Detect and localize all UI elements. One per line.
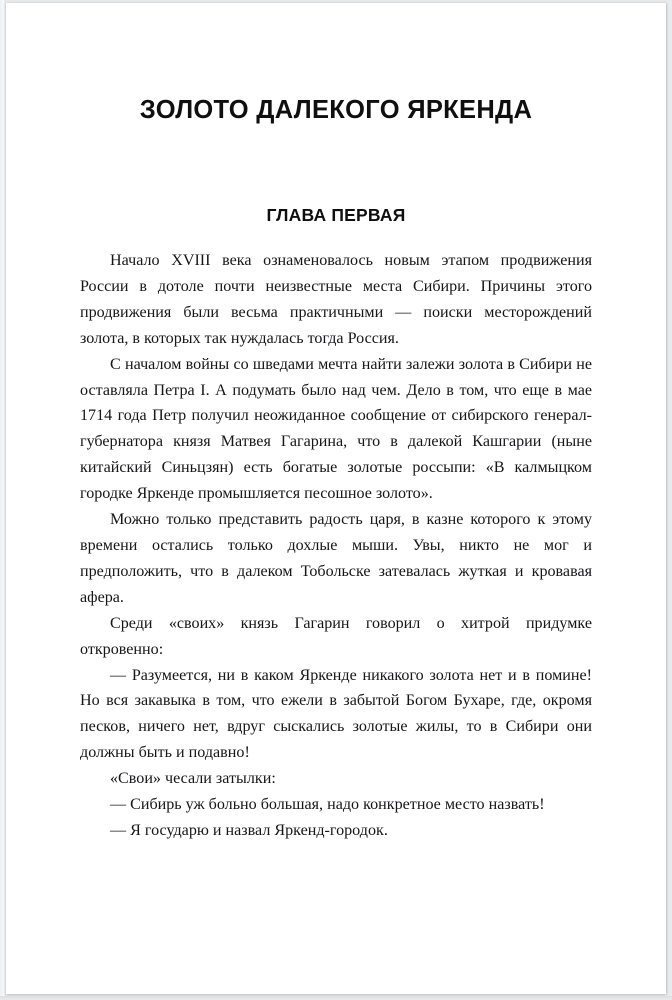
paragraph-dialogue: — Разумеется, ни в каком Яркенде никакого золота нет и в помине! Но вся закавыка в том, что ежели в забытой Богом Бухаре, где, окромя песков, ничего нет, вдруг сыскались золотые жилы, то в Сибири они должны быть и подавно! bbox=[80, 666, 592, 762]
paragraph: Среди «своих» князь Гагарин говорил о хитрой придумке откровенно: bbox=[80, 614, 592, 658]
paragraph-dialogue: — Я государю и назвал Яркенд-городок. bbox=[110, 821, 388, 839]
book-page-sheet bbox=[6, 3, 666, 994]
paragraph: «Свои» чесали затылки: bbox=[110, 770, 276, 788]
paragraph: Начало XVIII века ознаменовалось новым этапом продвижения России в дотоле почти неизвестные места Сибири. Причины этого продвижения были весьма практичными — поиски месторождений золота, в которых так нуждалась тогда Россия. bbox=[80, 252, 592, 347]
paragraph: С началом войны со шведами мечта найти залежи золота в Сибири не оставляла Петра I. А подумать было над чем. Дело в том, что еще в мае 1714 года Петр получил неожиданное сообщение от сибирского генерал-губернатора князя Матвея Гагарина, что в далекой Кашгарии (ныне китайский Синьцзян) есть богатые золотые россыпи: «В калмыцком городке Яркенде промышляется песошное золото». bbox=[80, 355, 592, 503]
page-content-column bbox=[80, 3, 592, 844]
page-title: ЗОЛОТО ДАЛЕКОГО ЯРКЕНДА bbox=[139, 96, 533, 124]
body-text-block bbox=[80, 226, 592, 844]
page-bottom-edge-shadow bbox=[0, 996, 672, 1000]
chapter-heading: ГЛАВА ПЕРВАЯ bbox=[266, 205, 406, 225]
paragraph: Можно только представить радость царя, в казне которого к этому времени остались только дохлые мыши. Увы, никто не мог и предположить, что в далеком Тобольске затевалась жуткая и кровавая афера. bbox=[80, 511, 592, 606]
paragraph-dialogue: — Сибирь уж больно большая, надо конкретное место назвать! bbox=[110, 796, 545, 814]
